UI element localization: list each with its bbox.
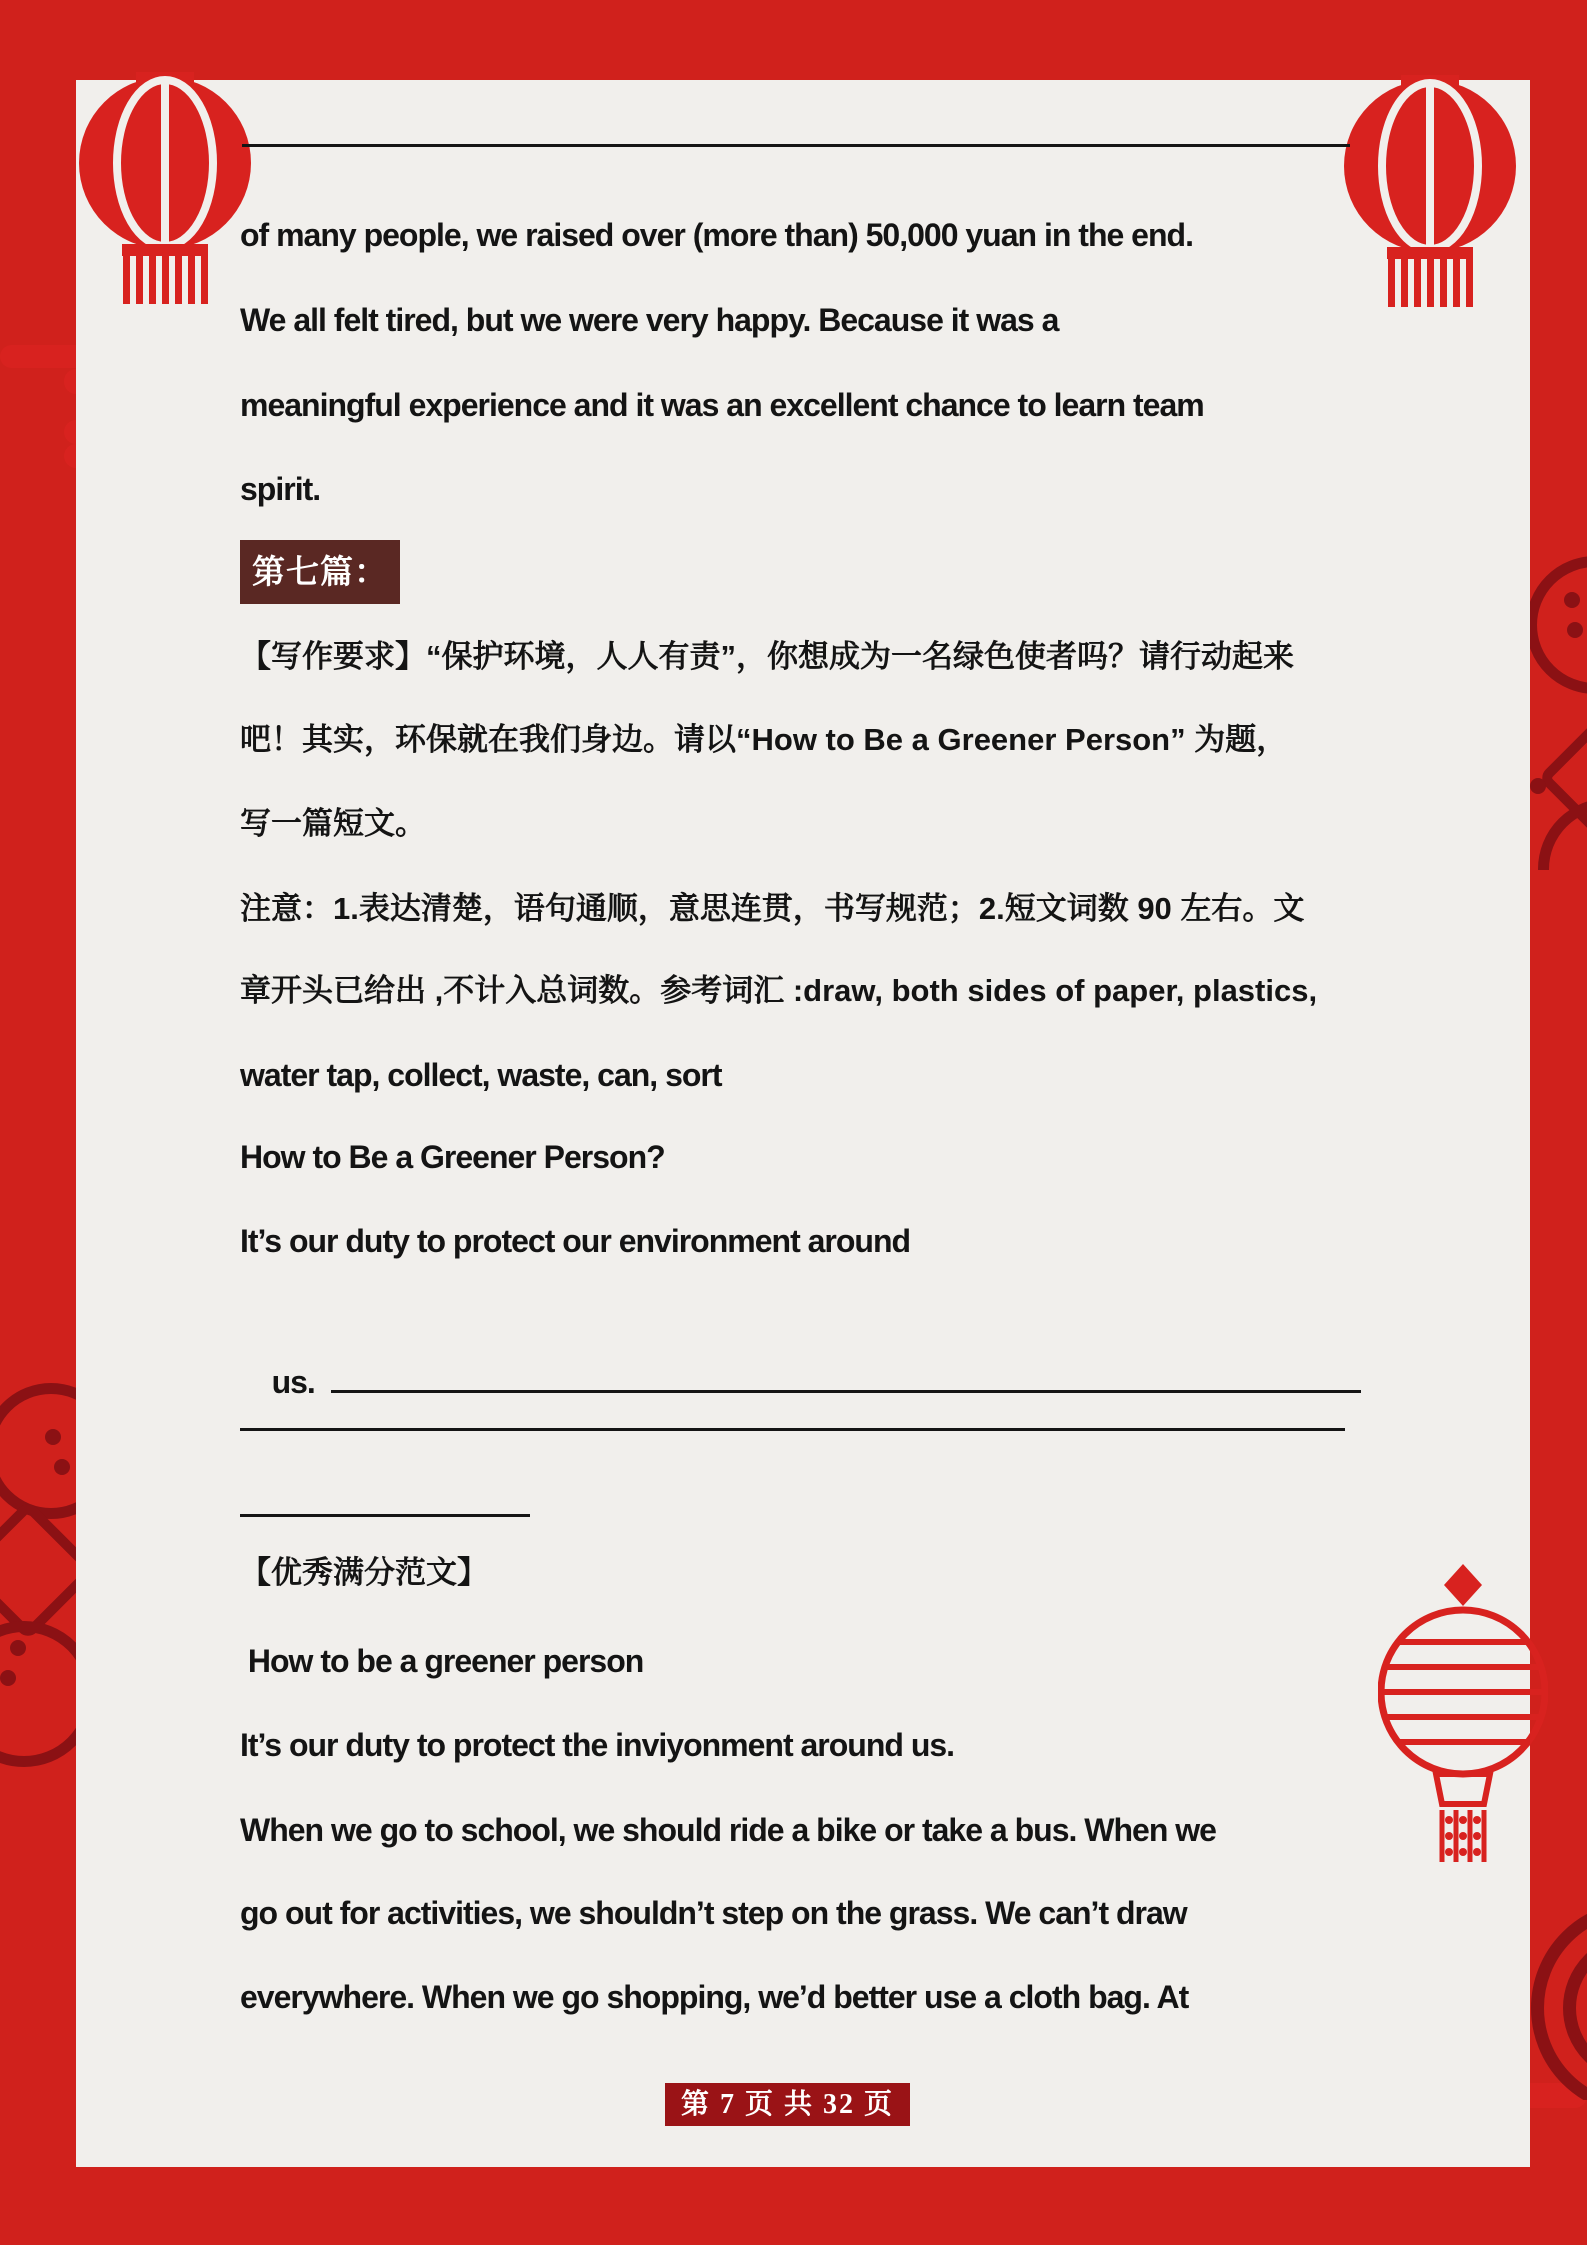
essay-opening-line: It’s our duty to protect our environment around	[240, 1223, 911, 1259]
model-essay-title: How to be a greener person	[240, 1643, 644, 1679]
section-badge: 第七篇：	[240, 540, 400, 604]
notes-line: water tap, collect, waste, can, sort	[240, 1057, 722, 1093]
notes-line: 注意：1.表达清楚，语句通顺，意思连贯，书写规范；2.短文词数 90 左右。文	[240, 891, 1305, 926]
body-line: of many people, we raised over (more than) 50,000 yuan in the end.	[240, 217, 1193, 253]
model-essay-line: When we go to school, we should ride a bike or take a bus. When we	[240, 1812, 1216, 1848]
body-line: We all felt tired, but we were very happy. Because it was a	[240, 302, 1059, 338]
coin-pattern-icon	[0, 1350, 76, 1840]
answer-blank	[331, 1354, 1361, 1393]
model-essay-label: 【优秀满分范文】	[240, 1555, 488, 1590]
striped-lantern-icon	[1378, 1562, 1548, 1872]
essay-title: How to Be a Greener Person?	[240, 1139, 665, 1175]
notes-line: 章开头已给出 ,不计入总词数。参考词汇 :draw, both sides of paper, plastics,	[240, 973, 1318, 1008]
writing-requirement-line: 写一篇短文。	[240, 806, 426, 841]
answer-blank	[242, 112, 1350, 147]
arc-pattern-icon	[1530, 1900, 1587, 2100]
body-line: meaningful experience and it was an excellent chance to learn team	[240, 387, 1204, 423]
essay-opening-tail: us.	[271, 1364, 315, 1400]
model-essay-line: go out for activities, we shouldn’t step on the grass. We can’t draw	[240, 1895, 1187, 1931]
model-essay-line: everywhere. When we go shopping, we’d better use a cloth bag. At	[240, 1979, 1189, 2015]
model-essay-line: It’s our duty to protect the inviyonment around us.	[240, 1727, 955, 1763]
essay-opening-line	[240, 1306, 1361, 1400]
lantern-icon	[76, 72, 258, 304]
writing-requirement-line: 【写作要求】“保护环境，人人有责”，你想成为一名绿色使者吗？请行动起来	[240, 639, 1294, 674]
coin-pattern-icon	[1530, 530, 1587, 870]
lantern-icon	[1341, 75, 1523, 307]
page-number-badge: 第 7 页 共 32 页	[665, 2083, 910, 2126]
answer-blank	[240, 1482, 530, 1517]
body-line: spirit.	[240, 471, 321, 507]
writing-requirement-line: 吧！其实，环保就在我们身边。请以“How to Be a Greener Person” 为题，	[240, 722, 1288, 757]
